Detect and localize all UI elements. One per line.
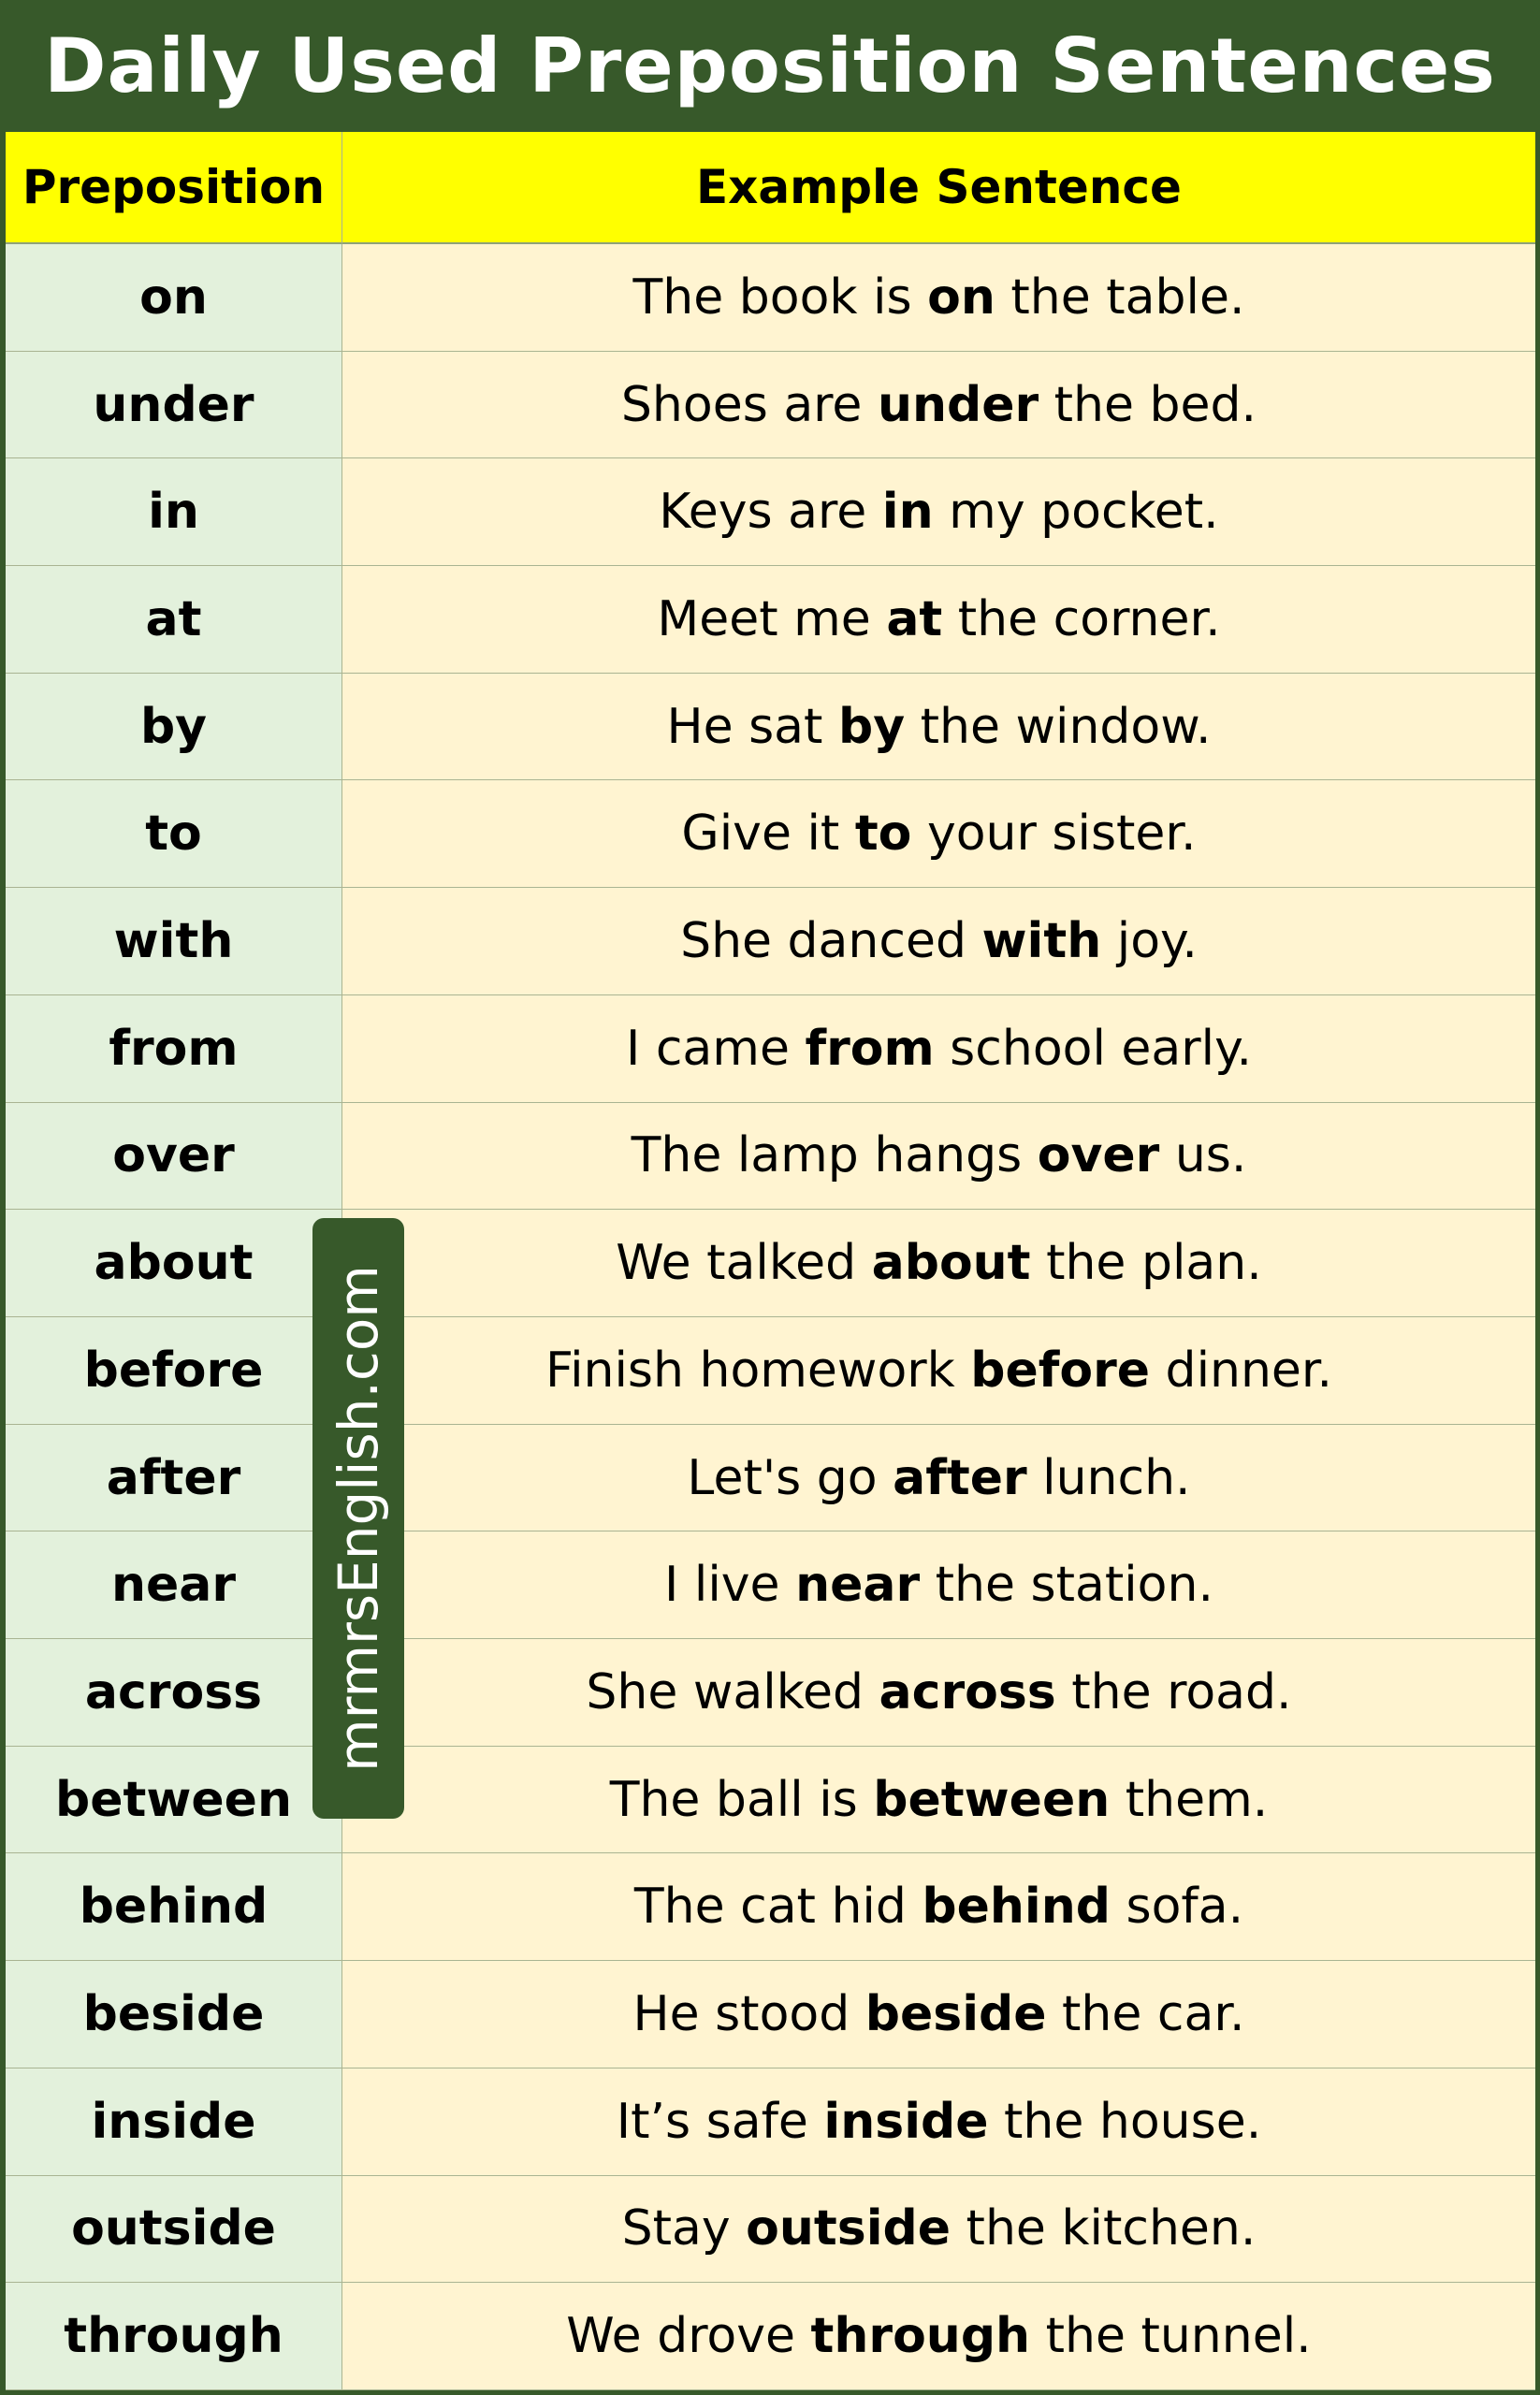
preposition-cell: on <box>6 244 342 352</box>
example-sentence-cell <box>342 1103 1535 1211</box>
example-sentence-cell <box>342 566 1535 674</box>
sentence-text-before: It’s safe <box>616 2093 824 2150</box>
preposition-cell: after <box>6 1425 342 1532</box>
sentence-text-before: Keys are <box>659 484 882 541</box>
example-sentence-cell <box>342 1639 1535 1747</box>
example-sentence-cell <box>342 1210 1535 1317</box>
sentence-text-after: the corner. <box>942 590 1221 647</box>
sentence-keyword: near <box>795 1557 921 1614</box>
sentence-text-before: She danced <box>680 913 982 970</box>
sentence-text-before: Let's go <box>687 1449 893 1506</box>
sentence-keyword: on <box>927 269 995 326</box>
watermark-text: mrmrsEnglish.com <box>327 1265 391 1772</box>
preposition-cell: beside <box>6 1961 342 2068</box>
sentence-text-after: the tunnel. <box>1030 2308 1312 2365</box>
sentence-text-after: the table. <box>995 269 1245 326</box>
sentence-text-after: lunch. <box>1026 1449 1191 1506</box>
preposition-cell: to <box>6 780 342 888</box>
sentence-keyword: at <box>886 590 943 647</box>
sentence-text-before: The cat hid <box>633 1879 923 1936</box>
title-bar <box>0 0 1540 131</box>
sentence-keyword: by <box>837 698 906 755</box>
column-header-preposition: Preposition <box>6 132 342 244</box>
sentence-keyword: in <box>881 484 934 541</box>
sentence-text-after: school early. <box>934 1020 1253 1077</box>
example-sentence-cell <box>342 352 1535 459</box>
sentence-text-before: Meet me <box>657 590 887 647</box>
sentence-keyword: to <box>854 806 912 863</box>
sentence-keyword: over <box>1037 1127 1160 1184</box>
example-sentence-cell <box>342 1317 1535 1425</box>
sentence-text-before: We drove <box>566 2308 811 2365</box>
preposition-cell: behind <box>6 1853 342 1961</box>
sentence-keyword: outside <box>746 2200 952 2257</box>
sentence-text-after: dinner. <box>1150 1342 1333 1399</box>
preposition-cell: before <box>6 1317 342 1425</box>
sentence-text-after: the house. <box>988 2093 1262 2150</box>
page-title: Daily Used Preposition Sentences <box>44 22 1496 109</box>
example-sentence-cell <box>342 780 1535 888</box>
sentence-text-before: He stood <box>632 1986 865 2043</box>
sentence-text-after: sofa. <box>1111 1879 1244 1936</box>
preposition-cell: outside <box>6 2176 342 2284</box>
sentence-keyword: from <box>805 1020 935 1077</box>
sentence-keyword: about <box>871 1235 1031 1292</box>
sentence-text-after: the plan. <box>1030 1235 1262 1292</box>
sentence-keyword: before <box>970 1342 1151 1399</box>
sentence-text-after: them. <box>1110 1771 1269 1828</box>
preposition-cell: through <box>6 2283 342 2390</box>
preposition-cell: across <box>6 1639 342 1747</box>
sentence-text-after: the window. <box>905 698 1212 755</box>
sentence-text-after: joy. <box>1101 913 1198 970</box>
sentence-text-before: Stay <box>621 2200 747 2257</box>
preposition-cell: inside <box>6 2068 342 2176</box>
sentence-text-before: The lamp hangs <box>631 1127 1038 1184</box>
example-sentence-cell <box>342 1425 1535 1532</box>
preposition-cell: by <box>6 674 342 781</box>
watermark <box>312 1218 404 1819</box>
example-sentence-cell <box>342 244 1535 352</box>
example-sentence-cell <box>342 2283 1535 2390</box>
sentence-keyword: between <box>873 1771 1111 1828</box>
preposition-table <box>6 132 1535 2390</box>
example-sentence-cell <box>342 2068 1535 2176</box>
sentence-text-after: your sister. <box>911 806 1197 863</box>
column-header-example-sentence: Example Sentence <box>342 132 1535 244</box>
sentence-text-after: the station. <box>920 1557 1213 1614</box>
sentence-text-after: the road. <box>1055 1663 1292 1720</box>
example-sentence-cell <box>342 995 1535 1103</box>
sentence-text-after: the car. <box>1046 1986 1245 2043</box>
sentence-text-before: Finish homework <box>545 1342 971 1399</box>
sentence-keyword: after <box>893 1449 1027 1506</box>
sentence-text-before: He sat <box>666 698 838 755</box>
sentence-text-before: The book is <box>632 269 928 326</box>
sentence-keyword: inside <box>823 2093 989 2150</box>
sentence-text-before: The ball is <box>609 1771 874 1828</box>
sentence-text-after: the kitchen. <box>951 2200 1257 2257</box>
sentence-text-after: my pocket. <box>933 484 1219 541</box>
sentence-text-before: I live <box>664 1557 796 1614</box>
sentence-text-before: I came <box>625 1020 806 1077</box>
sentence-text-before: We talked <box>616 1235 872 1292</box>
example-sentence-cell <box>342 1531 1535 1639</box>
example-sentence-cell <box>342 674 1535 781</box>
sentence-keyword: through <box>810 2308 1031 2365</box>
sentence-text-after: us. <box>1159 1127 1247 1184</box>
sentence-keyword: with <box>981 913 1102 970</box>
preposition-cell: in <box>6 458 342 566</box>
sentence-text-before: Shoes are <box>620 376 878 433</box>
preposition-cell: at <box>6 566 342 674</box>
preposition-cell: under <box>6 352 342 459</box>
example-sentence-cell <box>342 1747 1535 1854</box>
example-sentence-cell <box>342 458 1535 566</box>
sentence-text-after: the bed. <box>1039 376 1257 433</box>
preposition-cell: from <box>6 995 342 1103</box>
example-sentence-cell <box>342 1961 1535 2068</box>
sentence-keyword: across <box>879 1663 1056 1720</box>
sentence-keyword: under <box>877 376 1039 433</box>
example-sentence-cell <box>342 1853 1535 1961</box>
preposition-cell: about <box>6 1210 342 1317</box>
sentence-text-before: She walked <box>586 1663 879 1720</box>
preposition-cell: over <box>6 1103 342 1211</box>
preposition-cell: with <box>6 888 342 995</box>
sentence-keyword: behind <box>922 1879 1111 1936</box>
sentence-keyword: beside <box>864 1986 1047 2043</box>
preposition-cell: between <box>6 1747 342 1854</box>
sentence-text-before: Give it <box>681 806 855 863</box>
example-sentence-cell <box>342 888 1535 995</box>
example-sentence-cell <box>342 2176 1535 2284</box>
preposition-cell: near <box>6 1531 342 1639</box>
